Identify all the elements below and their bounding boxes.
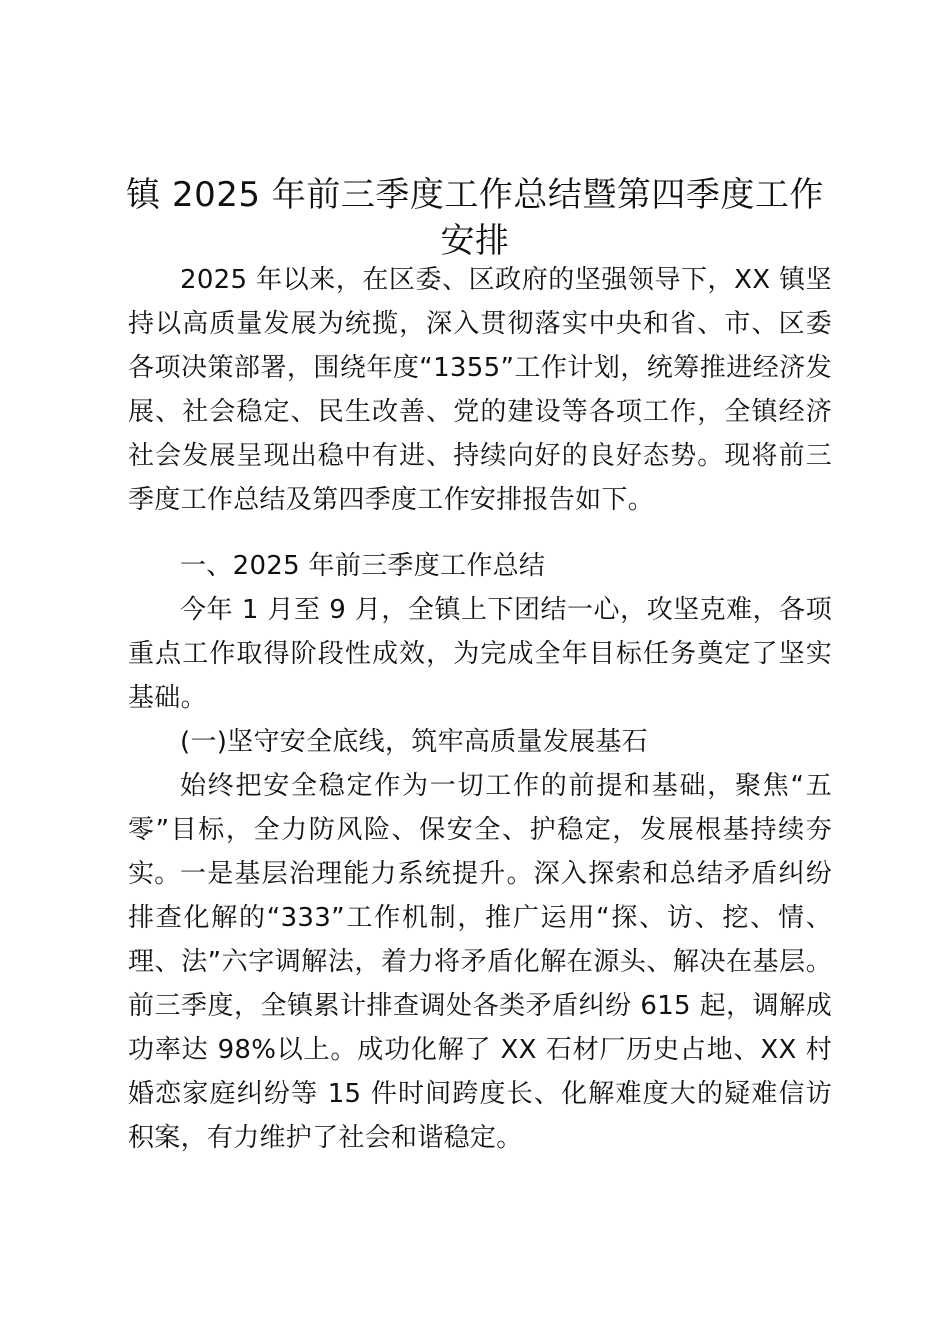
- intro-paragraph: 2025 年以来，在区委、区政府的坚强领导下，XX 镇坚持以高质量发展为统揽，深入贯彻落实中央和省、市、区委各项决策部署，围绕年度“1355”工作计划，统筹推进经济发展、社会稳定、民生改善、党的建设等各项工作，全镇经济社会发展呈现出稳中有进、持续向好的良好态势。现将前三季度工作总结及第四季度工作安排报告如下。: [128, 265, 832, 515]
- document-title: 镇 2025 年前三季度工作总结暨第四季度工作安排: [126, 175, 824, 261]
- subsection-heading-1: (一)坚守安全底线，筑牢高质量发展基石: [180, 727, 648, 757]
- governance-paragraph: 一是基层治理能力系统提升。深入探索和总结矛盾纠纷排查化解的“333”工作机制，推广运用“探、访、挖、情、理、法”六字调解法，着力将矛盾化解在源头、解决在基层。前三季度，全镇累计排查调处各类矛盾纠纷 615 起，调解成功率达 98%以上。成功化解了 XX 石材厂历史占地、XX 村婚恋家庭纠纷等 15 件时间跨度长、化解难度大的疑难信访积案，有力维护了社会和谐稳定。: [128, 859, 832, 1153]
- section-heading-1: 一、2025 年前三季度工作总结: [180, 551, 546, 581]
- subsection-1-intro-paragraph: 始终把安全稳定作为一切工作的前提和基础，聚焦“五零”目标，全力防风险、保安全、护稳定，发展根基持续夯实。: [128, 771, 832, 889]
- section-1-paragraph: 今年 1 月至 9 月，全镇上下团结一心，攻坚克难，各项重点工作取得阶段性成效，为完成全年目标任务奠定了坚实基础。: [128, 595, 832, 713]
